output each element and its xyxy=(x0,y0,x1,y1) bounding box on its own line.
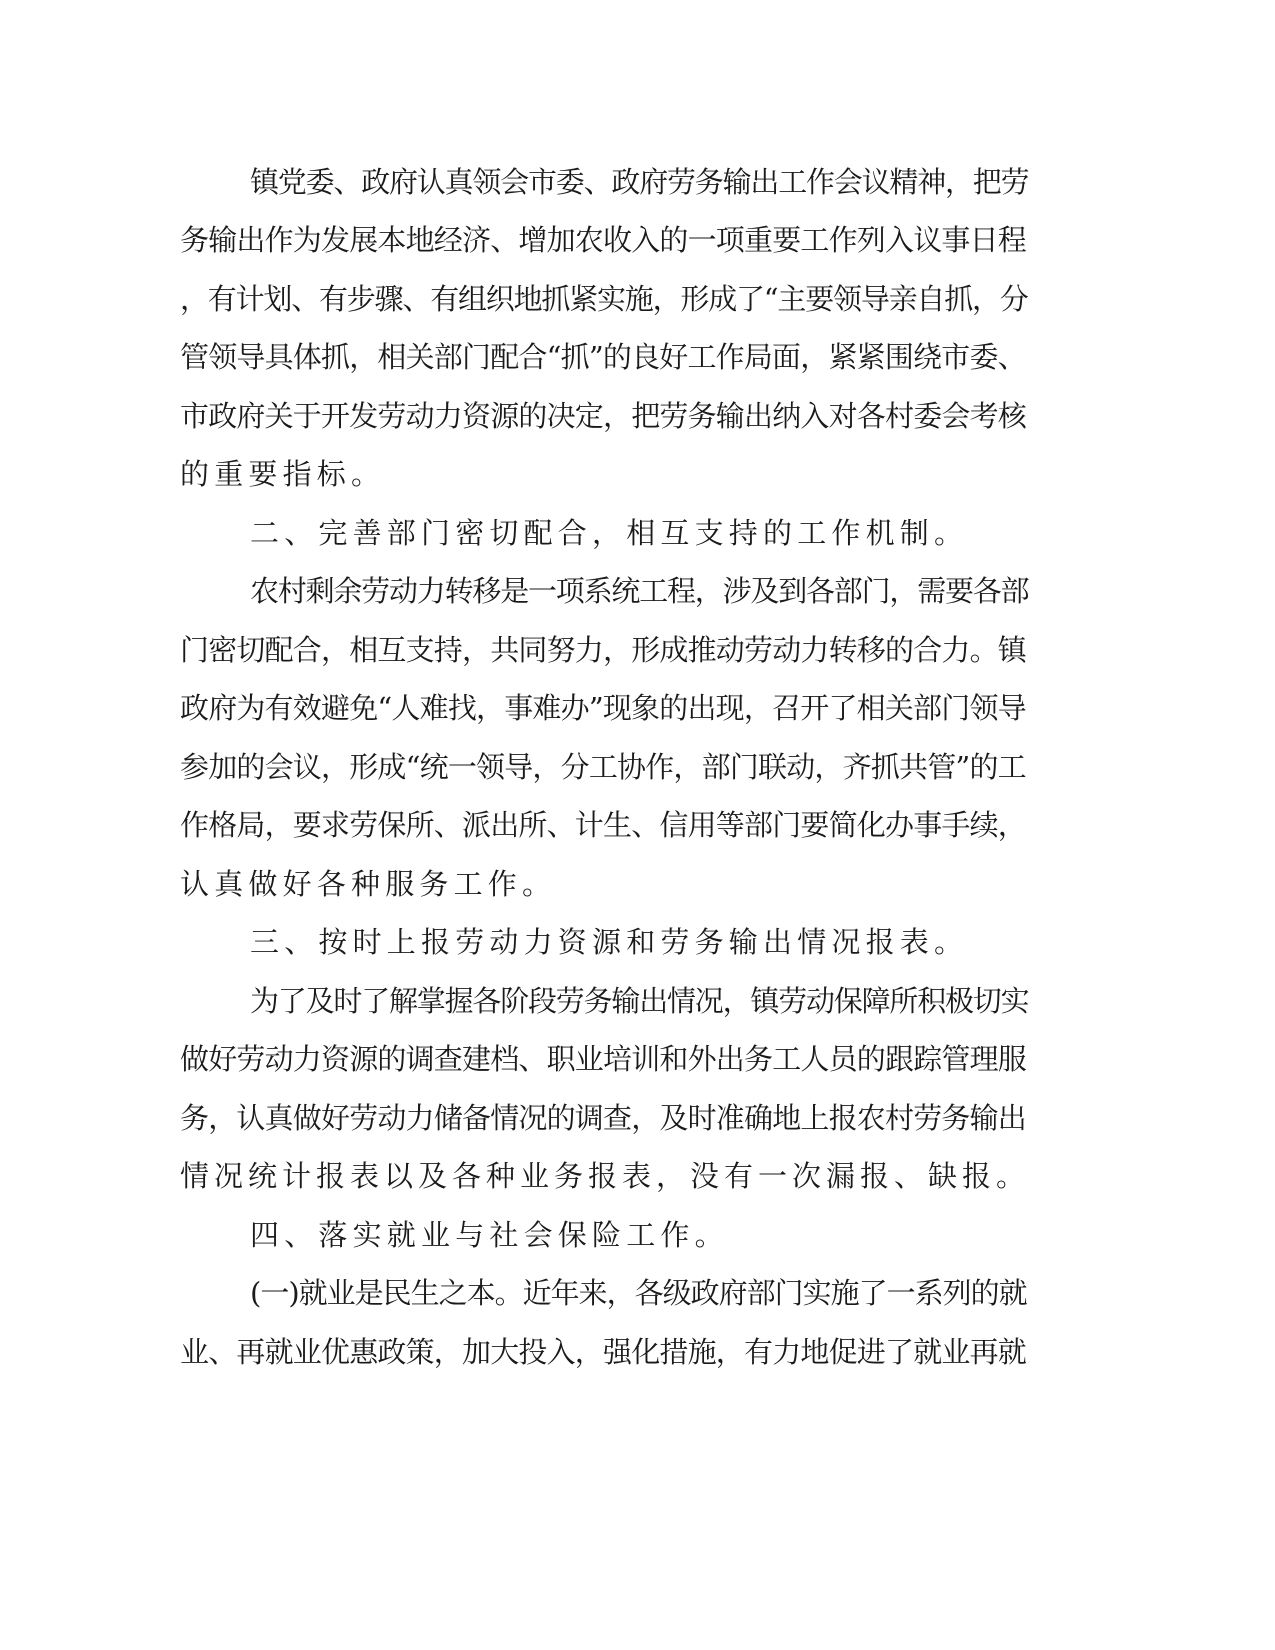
text-line: 务，认真做好劳动力储备情况的调查，及时准确地上报农村劳务输出 xyxy=(180,1101,1027,1135)
text-line: 市政府关于开发劳动力资源的决定，把劳务输出纳入对各村委会考核 xyxy=(180,399,1027,433)
text-line: 认真做好各种服务工作。 xyxy=(180,867,557,901)
text-line: 门密切配合，相互支持，共同努力，形成推动劳动力转移的合力。镇 xyxy=(180,633,1027,667)
text-line: 镇党委、政府认真领会市委、政府劳务输出工作会议精神，把劳 xyxy=(250,165,1029,199)
text-line: 做好劳动力资源的调查建档、职业培训和外出务工人员的跟踪管理服 xyxy=(180,1042,1027,1076)
section-heading: 三、按时上报劳动力资源和劳务输出情况报表。 xyxy=(250,925,969,959)
text-line: 作格局，要求劳保所、派出所、计生、信用等部门要简化办事手续， xyxy=(180,808,1027,842)
text-line: ，有计划、有步骤、有组织地抓紧实施，形成了“主要领导亲自抓，分 xyxy=(180,282,1028,316)
section-heading: 四、落实就业与社会保险工作。 xyxy=(250,1218,729,1252)
text-line: 的重要指标。 xyxy=(180,457,386,491)
text-line: (一)就业是民生之本。近年来，各级政府部门实施了一系列的就 xyxy=(250,1276,1027,1310)
text-line: 政府为有效避免“人难找，事难办”现象的出现，召开了相关部门领导 xyxy=(180,691,1026,725)
text-line: 业、再就业优惠政策，加大投入，强化措施，有力地促进了就业再就 xyxy=(180,1335,1027,1369)
text-line: 情况统计报表以及各种业务报表，没有一次漏报、缺报。 xyxy=(180,1159,1031,1193)
text-line: 农村剩余劳动力转移是一项系统工程，涉及到各部门，需要各部 xyxy=(250,574,1029,608)
text-line: 参加的会议，形成“统一领导，分工协作，部门联动，齐抓共管”的工 xyxy=(180,750,1026,784)
text-line: 管领导具体抓，相关部门配合“抓”的良好工作局面，紧紧围绕市委、 xyxy=(180,340,1026,374)
section-heading: 二、完善部门密切配合，相互支持的工作机制。 xyxy=(250,516,969,550)
text-line: 为了及时了解掌握各阶段劳务输出情况，镇劳动保障所积极切实 xyxy=(250,984,1029,1018)
text-line: 务输出作为发展本地经济、增加农收入的一项重要工作列入议事日程 xyxy=(180,223,1027,257)
